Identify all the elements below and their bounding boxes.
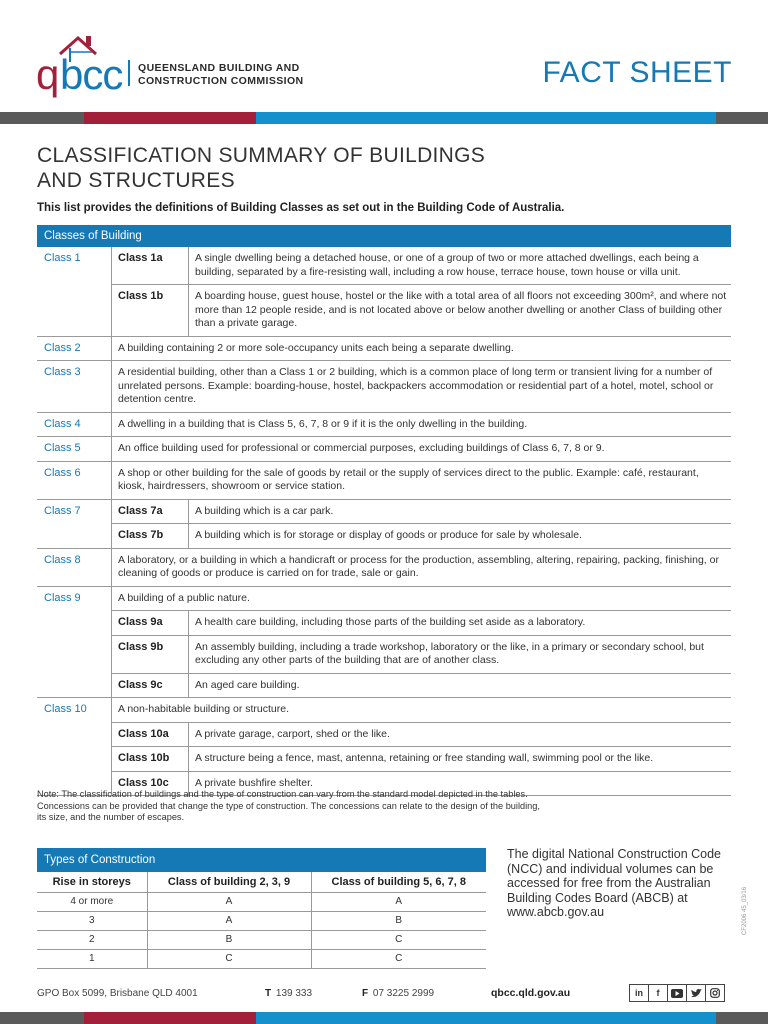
note-line-3: its size, and the number of escapes. [37,812,185,822]
column-header: Class of building 2, 3, 9 [147,872,311,892]
footer-phone [265,988,312,999]
construction-table-body [37,892,486,968]
class-details [111,698,731,795]
instagram-icon[interactable] [705,984,725,1002]
class-details [111,462,731,499]
construction-grid [37,872,486,969]
subclass-label: Class 9c [118,678,163,691]
class-label: Class 1 [44,252,81,264]
class-label: Class 3 [44,366,81,378]
subclass-label: Class 9a [118,616,163,628]
class-label: Class 4 [44,417,81,430]
classes-table-heading: Classes of Building [37,225,731,247]
construction-table [37,848,486,969]
phone-number: 139 333 [275,988,313,999]
class-row [37,698,731,796]
subclass-description: A structure being a fence, mast, antenna, retaining or free standing wall, swimming pool or the like. [188,747,731,771]
subclass-row [111,500,731,524]
class-row [37,337,731,362]
footer-band [0,1012,768,1024]
class-label: Class 6 [44,466,81,479]
subclass-row [111,284,731,336]
footer-band-grey-left [0,1012,84,1024]
page-title-line-2: AND STRUCTURES [37,169,235,192]
footer-website-link[interactable]: qbcc.qld.gov.au [491,987,571,999]
classes-table-body [37,247,731,796]
page-title-line-1: CLASSIFICATION SUMMARY OF BUILDINGS [37,144,486,167]
header-band-grey-right [716,112,768,124]
class-label: Class 2 [44,341,81,354]
class-row [37,247,731,337]
construction-row [37,930,486,949]
subclass-description: A building which is for storage or display of goods or produce for sale by wholesale. [188,524,731,548]
subclass-description: A health care building, including those parts of the building set aside as a laboratory. [188,611,731,635]
subclass-description: A single dwelling being a detached house, or one of a group of two or more attached dwellings, each being a building, separated by a fire-resisting wall, including a row house, terrace house, town house or villa unit. [188,247,731,284]
social-links [630,984,725,1002]
class-details [111,437,731,461]
class-description: A residential building, other than a Class 1 or 2 building, which is a common place of long term or transient living for a number of unrelated persons. Example: boarding-house, hostel, backpackers accommodation or residential part of a hotel, motel, school or detention centre. [111,361,731,412]
doc-type-title: FACT SHEET [542,56,732,89]
classes-table [37,225,731,796]
subclass-description: A boarding house, guest house, hostel or the like with a total area of all floors not exceeding 300m², and where not more than 12 people reside, and is not located above or below another dwelling or another Class of building other than a private garage. [188,285,731,336]
class-row [37,500,731,549]
column-header: Class of building 5, 6, 7, 8 [311,872,486,892]
class-row [37,587,731,699]
construction-cell: A [311,892,486,911]
class-description: A building containing 2 or more sole-occupancy units each being a separate dwelling. [111,337,731,361]
subclass-label: Class 7a [118,504,163,517]
class-label: Class 9 [44,591,81,604]
class-description: A laboratory, or a building in which a handicraft or process for the production, assembling, altering, repairing, packing, finishing, or cleaning of goods or produce is carried on for trade, sale or gain. [111,549,731,586]
fax-label: F [362,988,369,999]
org-name-line-2: CONSTRUCTION COMMISSION [138,75,304,87]
class-details [111,337,731,361]
footer [0,980,768,1010]
class-details [111,247,731,336]
youtube-icon[interactable] [667,984,687,1002]
column-header: Rise in storeys [37,872,147,892]
construction-cell: 3 [37,911,147,930]
org-name [138,62,304,88]
construction-cell: 1 [37,949,147,968]
logo-letter-q: q [36,51,59,98]
subclass-description: A private garage, carport, shed or the like. [188,723,731,747]
footer-band-grey-right [716,1012,768,1024]
header-band-blue [256,112,716,124]
class-label: Class 8 [44,553,81,566]
construction-cell: A [147,911,311,930]
construction-table-heading: Types of Construction [37,848,486,872]
document-code: CF2006 45_03/16 [742,886,748,935]
class-description: A non-habitable building or structure. [111,698,731,723]
class-label: Class 10 [44,703,87,715]
construction-cell: C [311,949,486,968]
construction-row [37,949,486,968]
twitter-icon[interactable] [686,984,706,1002]
construction-header-row [37,872,486,892]
logo-divider [128,60,130,86]
header [0,0,768,112]
subclass-row [111,611,731,635]
header-band-grey-left [0,112,84,124]
construction-row [37,892,486,911]
class-row [37,549,731,587]
subclass-row [111,723,731,747]
construction-cell: C [147,949,311,968]
construction-cell: 4 or more [37,892,147,911]
subclass-row [111,673,731,698]
class-details [111,361,731,412]
subclass-description: An assembly building, including a trade workshop, laboratory or the like, in a primary or secondary school, but excluding any other parts of the building that are of another class. [188,636,731,673]
class-row [37,462,731,500]
footer-fax [362,988,434,999]
class-details [111,549,731,586]
subclass-label: Class 1b [118,290,164,302]
class-label: Class 7 [44,504,81,517]
class-description: A building of a public nature. [111,587,731,612]
subclass-label: Class 10a [118,727,169,740]
class-row [37,361,731,413]
intro-text: This list provides the definitions of Building Classes as set out in the Building Code of Australia. [37,202,565,214]
subclass-label: Class 10b [118,752,170,764]
class-details [111,413,731,437]
subclass-label: Class 1a [118,252,163,264]
header-band-red [84,112,256,124]
org-name-line-1: QUEENSLAND BUILDING AND [138,62,300,74]
footer-address: GPO Box 5099, Brisbane QLD 4001 [37,988,198,999]
facebook-icon[interactable]: f [648,984,668,1002]
class-row [37,437,731,462]
subclass-row [111,523,731,548]
note-line-2: Concessions can be provided that change the type of construction. The concessions can relate to the design of the building, [37,800,540,811]
subclass-label: Class 9b [118,640,164,653]
class-description: An office building used for professional or commercial purposes, excluding buildings of Class 6, 7, 8 or 9. [111,437,731,461]
footer-band-blue [256,1012,716,1024]
footer-band-red [84,1012,256,1024]
classification-note [37,789,737,824]
subclass-label: Class 10c [118,776,169,789]
class-label: Class 5 [44,442,81,454]
linkedin-icon[interactable]: in [629,984,649,1002]
construction-row [37,911,486,930]
construction-cell: C [311,930,486,949]
subclass-label: Class 7b [118,529,164,541]
subclass-description: An aged care building. [188,674,731,698]
note-line-1: Note: The classification of buildings and the type of construction can vary from the standard model depicted in the tables. [37,789,528,799]
construction-cell: B [311,911,486,930]
subclass-description: A building which is a car park. [188,500,731,524]
phone-label: T [265,988,272,999]
class-description: A shop or other building for the sale of goods by retail or the supply of services direct to the public. Example: café, restaurant, kiosk, hairdressers, showroom or service station. [111,462,731,499]
ncc-note: The digital National Construction Code (NCC) and individual volumes can be accessed for free from the Australian Building Codes Board (ABCB) at www.abcb.gov.au [507,847,722,920]
fax-number: 07 3225 2999 [372,988,435,999]
logo-letters-bcc: bcc [60,51,123,98]
subclass-row [111,635,731,673]
construction-cell: A [147,892,311,911]
construction-cell: 2 [37,930,147,949]
subclass-description: A private bushfire shelter. [188,772,731,796]
class-row [37,413,731,438]
class-details [111,500,731,548]
qbcc-logo[interactable] [36,32,123,102]
class-description: A dwelling in a building that is Class 5, 6, 7, 8 or 9 if it is the only dwelling in the building. [111,413,731,437]
construction-cell: B [147,930,311,949]
subclass-row [111,746,731,771]
logo-mark [36,32,123,102]
class-details [111,587,731,698]
subclass-row [111,247,731,284]
page-title [37,143,637,193]
